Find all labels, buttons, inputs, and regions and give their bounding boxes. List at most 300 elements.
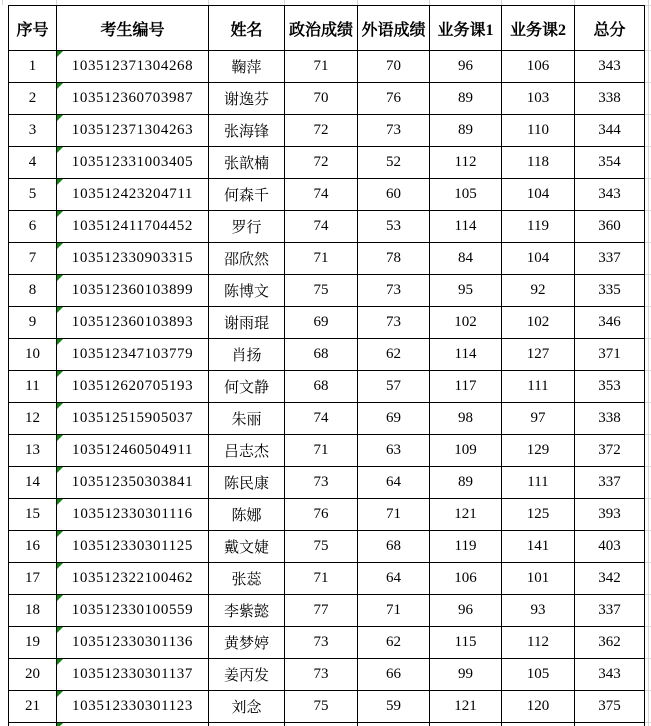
cell-name[interactable] <box>209 659 285 691</box>
cell-value: 10 <box>25 346 40 362</box>
cell-foreign-score[interactable] <box>358 691 430 723</box>
cell-candidate-id[interactable] <box>57 307 209 339</box>
cell-total-score[interactable] <box>575 179 645 211</box>
cell-value: 342 <box>598 570 621 586</box>
cell-value: 邵欣然 <box>223 252 269 268</box>
cell-foreign-score[interactable] <box>358 595 430 627</box>
cell-course1-score[interactable] <box>430 723 502 726</box>
cell-name[interactable] <box>209 275 285 307</box>
cell-course1-score[interactable] <box>430 243 502 275</box>
cell-value: 鞠萍 <box>231 60 262 76</box>
number-as-text-flag-icon <box>57 435 63 441</box>
cell-value: 12 <box>25 410 40 426</box>
cell-value: 71 <box>313 570 329 586</box>
cell-value: 101 <box>526 570 550 586</box>
cell-politics-score[interactable] <box>285 83 358 115</box>
cell-no[interactable] <box>9 275 57 307</box>
cell-value: 71 <box>386 602 401 618</box>
cell-value: 53 <box>386 218 401 234</box>
cell-value: 朱丽 <box>231 412 262 428</box>
cell-course2-score[interactable] <box>502 83 575 115</box>
cell-candidate-id[interactable] <box>57 275 209 307</box>
cell-name[interactable] <box>209 115 285 147</box>
cell-politics-score[interactable] <box>285 659 358 691</box>
cell-value: 5 <box>28 186 37 202</box>
cell-name[interactable] <box>209 339 285 371</box>
cell-value: 66 <box>386 666 401 682</box>
cell-course2-score[interactable] <box>502 659 575 691</box>
cell-course2-score[interactable] <box>502 115 575 147</box>
cell-course1-score[interactable] <box>430 371 502 403</box>
cell-politics-score[interactable] <box>285 115 358 147</box>
cell-politics-score[interactable] <box>285 595 358 627</box>
cell-value: 103512330301123 <box>72 698 193 714</box>
table-row <box>9 627 645 659</box>
cell-total-score[interactable] <box>575 467 645 499</box>
cell-value: 338 <box>598 410 621 426</box>
cell-no[interactable] <box>9 83 57 115</box>
cell-name[interactable] <box>209 723 285 726</box>
cell-value: 92 <box>530 282 546 298</box>
cell-foreign-score[interactable] <box>358 723 430 726</box>
table-row <box>9 339 645 371</box>
cell-foreign-score[interactable] <box>358 563 430 595</box>
cell-total-score[interactable] <box>575 435 645 467</box>
cell-candidate-id[interactable] <box>57 627 209 659</box>
cell-value: 119 <box>454 538 477 554</box>
cell-value: 103512350303841 <box>71 474 194 490</box>
table-row <box>9 563 645 595</box>
cell-no[interactable] <box>9 531 57 563</box>
cell-foreign-score[interactable] <box>358 659 430 691</box>
cell-politics-score[interactable] <box>285 499 358 531</box>
cell-name[interactable] <box>209 179 285 211</box>
cell-foreign-score[interactable] <box>358 115 430 147</box>
cell-course2-score[interactable] <box>502 563 575 595</box>
cell-total-score[interactable] <box>575 723 645 726</box>
cell-no[interactable] <box>9 563 57 595</box>
cell-no[interactable] <box>9 115 57 147</box>
cell-value: 103512371304268 <box>71 58 194 74</box>
cell-name[interactable] <box>209 627 285 659</box>
table-row <box>9 51 645 83</box>
cell-value: 70 <box>313 90 329 106</box>
cell-value: 103512411704452 <box>72 218 193 234</box>
header-foreign-score[interactable]: 外语成绩 <box>358 6 430 51</box>
cell-no[interactable] <box>9 211 57 243</box>
table-row <box>9 659 645 691</box>
cell-name[interactable] <box>209 51 285 83</box>
cell-candidate-id[interactable] <box>57 531 209 563</box>
header-candidate-id[interactable]: 考生编号 <box>57 6 209 51</box>
cell-total-score[interactable] <box>575 243 645 275</box>
cell-value: 陈博文 <box>223 284 269 300</box>
cell-course2-score[interactable] <box>502 595 575 627</box>
cell-value: 16 <box>25 538 40 554</box>
cell-value: 103512360103899 <box>71 282 194 298</box>
cell-politics-score[interactable] <box>285 403 358 435</box>
cell-value: 84 <box>458 250 473 266</box>
header-course2-score[interactable]: 业务课2 <box>502 6 575 51</box>
cell-total-score[interactable] <box>575 51 645 83</box>
cell-course1-score[interactable] <box>430 499 502 531</box>
table-row <box>9 307 645 339</box>
cell-foreign-score[interactable] <box>358 307 430 339</box>
cell-value: 75 <box>313 538 329 554</box>
cell-value: 72 <box>313 122 329 138</box>
cell-name[interactable] <box>209 211 285 243</box>
cell-value: 103512330301136 <box>72 634 193 650</box>
cell-value: 95 <box>458 282 473 298</box>
cell-value: 343 <box>598 666 621 682</box>
cell-value: 13 <box>25 442 40 458</box>
cell-foreign-score[interactable] <box>358 51 430 83</box>
cell-no[interactable] <box>9 499 57 531</box>
cell-candidate-id[interactable] <box>57 691 209 723</box>
cell-name[interactable] <box>209 435 285 467</box>
cell-foreign-score[interactable] <box>358 339 430 371</box>
cell-course1-score[interactable] <box>430 531 502 563</box>
cell-value: 戴文婕 <box>223 540 269 556</box>
cell-no[interactable] <box>9 371 57 403</box>
cell-candidate-id[interactable] <box>57 723 209 726</box>
cell-name[interactable] <box>209 563 285 595</box>
cell-candidate-id[interactable] <box>57 243 209 275</box>
cell-course1-score[interactable] <box>430 147 502 179</box>
cell-value: 刘念 <box>231 700 262 716</box>
cell-course2-score[interactable] <box>502 531 575 563</box>
cell-value: 354 <box>598 154 621 170</box>
cell-candidate-id[interactable] <box>57 179 209 211</box>
cell-total-score[interactable] <box>575 627 645 659</box>
cell-total-score[interactable] <box>575 275 645 307</box>
cell-name[interactable] <box>209 371 285 403</box>
cell-no[interactable] <box>9 659 57 691</box>
table-row <box>9 179 645 211</box>
cell-value: 77 <box>313 602 329 618</box>
gridline-row-stubs <box>644 50 651 726</box>
cell-total-score[interactable] <box>575 659 645 691</box>
cell-total-score[interactable] <box>575 531 645 563</box>
cell-foreign-score[interactable] <box>358 467 430 499</box>
cell-value: 张海锋 <box>223 124 269 140</box>
cell-course1-score[interactable] <box>430 211 502 243</box>
table-row <box>9 467 645 499</box>
cell-candidate-id[interactable] <box>57 339 209 371</box>
cell-candidate-id[interactable] <box>57 83 209 115</box>
cell-value: 353 <box>598 378 621 394</box>
cell-politics-score[interactable] <box>285 211 358 243</box>
cell-name[interactable] <box>209 83 285 115</box>
table-row <box>9 691 645 723</box>
cell-total-score[interactable] <box>575 499 645 531</box>
cell-no[interactable] <box>9 627 57 659</box>
gridline-stub <box>644 5 651 6</box>
cell-politics-score[interactable] <box>285 723 358 726</box>
cell-course1-score[interactable] <box>430 307 502 339</box>
score-table <box>8 5 645 726</box>
cell-politics-score[interactable] <box>285 147 358 179</box>
header-total-score[interactable]: 总分 <box>575 6 645 51</box>
cell-course2-score[interactable] <box>502 211 575 243</box>
cell-no[interactable] <box>9 467 57 499</box>
cell-value: 120 <box>526 698 550 714</box>
cell-value: 103512460504911 <box>72 442 193 458</box>
cell-total-score[interactable] <box>575 147 645 179</box>
cell-politics-score[interactable] <box>285 691 358 723</box>
cell-total-score[interactable] <box>575 307 645 339</box>
header-no[interactable]: 序号 <box>9 6 57 51</box>
cell-course2-score[interactable] <box>502 147 575 179</box>
cell-value: 375 <box>598 698 621 714</box>
cell-name[interactable] <box>209 499 285 531</box>
cell-candidate-id[interactable] <box>57 563 209 595</box>
cell-name[interactable] <box>209 531 285 563</box>
cell-total-score[interactable] <box>575 83 645 115</box>
cell-foreign-score[interactable] <box>358 211 430 243</box>
cell-total-score[interactable] <box>575 691 645 723</box>
cell-name[interactable] <box>209 243 285 275</box>
header-name[interactable]: 姓名 <box>209 6 285 51</box>
cell-course1-score[interactable] <box>430 403 502 435</box>
cell-no[interactable] <box>9 723 57 726</box>
cell-value: 2 <box>28 90 37 106</box>
cell-value: 103512331003405 <box>71 154 194 170</box>
cell-value: 103512330301125 <box>72 538 193 554</box>
cell-value: 1 <box>28 58 37 74</box>
cell-course2-score[interactable] <box>502 243 575 275</box>
cell-no[interactable] <box>9 339 57 371</box>
cell-course2-score[interactable] <box>502 467 575 499</box>
cell-total-score[interactable] <box>575 211 645 243</box>
cell-total-score[interactable] <box>575 563 645 595</box>
cell-value: 谢逸芬 <box>223 92 269 108</box>
cell-politics-score[interactable] <box>285 531 358 563</box>
number-as-text-flag-icon <box>57 115 63 121</box>
table-body <box>9 51 645 726</box>
cell-value: 112 <box>454 154 477 170</box>
cell-course2-score[interactable] <box>502 499 575 531</box>
cell-value: 何森千 <box>223 188 269 204</box>
cell-value: 338 <box>598 90 621 106</box>
cell-value: 89 <box>458 474 473 490</box>
cell-course1-score[interactable] <box>430 659 502 691</box>
cell-politics-score[interactable] <box>285 339 358 371</box>
cell-course2-score[interactable] <box>502 307 575 339</box>
cell-course1-score[interactable] <box>430 339 502 371</box>
cell-no[interactable] <box>9 691 57 723</box>
cell-value: 9 <box>28 314 37 330</box>
cell-politics-score[interactable] <box>285 51 358 83</box>
cell-value: 罗行 <box>231 220 262 236</box>
cell-value: 97 <box>530 410 546 426</box>
cell-course2-score[interactable] <box>502 723 575 726</box>
header-course1-score[interactable]: 业务课1 <box>430 6 502 51</box>
cell-course2-score[interactable] <box>502 51 575 83</box>
cell-value: 89 <box>458 122 473 138</box>
cell-value: 74 <box>313 186 329 202</box>
cell-course1-score[interactable] <box>430 627 502 659</box>
cell-total-score[interactable] <box>575 339 645 371</box>
cell-foreign-score[interactable] <box>358 83 430 115</box>
cell-foreign-score[interactable] <box>358 147 430 179</box>
cell-value: 343 <box>598 58 621 74</box>
cell-value: 106 <box>454 570 477 586</box>
cell-course1-score[interactable] <box>430 83 502 115</box>
cell-no[interactable] <box>9 51 57 83</box>
cell-foreign-score[interactable] <box>358 531 430 563</box>
number-as-text-flag-icon <box>57 691 63 697</box>
cell-course1-score[interactable] <box>430 691 502 723</box>
cell-course2-score[interactable] <box>502 371 575 403</box>
cell-value: 70 <box>386 58 401 74</box>
cell-no[interactable] <box>9 147 57 179</box>
cell-value: 57 <box>386 378 401 394</box>
cell-course2-score[interactable] <box>502 403 575 435</box>
number-as-text-flag-icon <box>57 531 63 537</box>
header-politics-score[interactable]: 政治成绩 <box>285 6 358 51</box>
cell-course2-score[interactable] <box>502 339 575 371</box>
cell-course2-score[interactable] <box>502 691 575 723</box>
gridline-stub <box>284 0 285 5</box>
cell-course1-score[interactable] <box>430 563 502 595</box>
cell-politics-score[interactable] <box>285 243 358 275</box>
cell-no[interactable] <box>9 307 57 339</box>
cell-politics-score[interactable] <box>285 307 358 339</box>
cell-value: 99 <box>458 666 473 682</box>
cell-value: 张歆楠 <box>223 156 269 172</box>
cell-no[interactable] <box>9 435 57 467</box>
cell-value: 360 <box>598 218 621 234</box>
cell-course1-score[interactable] <box>430 595 502 627</box>
cell-course2-score[interactable] <box>502 275 575 307</box>
cell-course1-score[interactable] <box>430 275 502 307</box>
cell-candidate-id[interactable] <box>57 211 209 243</box>
cell-total-score[interactable] <box>575 595 645 627</box>
cell-no[interactable] <box>9 403 57 435</box>
cell-foreign-score[interactable] <box>358 243 430 275</box>
cell-name[interactable] <box>209 467 285 499</box>
cell-politics-score[interactable] <box>285 371 358 403</box>
cell-value: 7 <box>28 250 37 266</box>
gridline-stub <box>429 0 430 5</box>
cell-name[interactable] <box>209 403 285 435</box>
cell-total-score[interactable] <box>575 403 645 435</box>
cell-politics-score[interactable] <box>285 275 358 307</box>
cell-value: 60 <box>386 186 401 202</box>
cell-value: 105 <box>454 186 477 202</box>
number-as-text-flag-icon <box>57 627 63 633</box>
cell-name[interactable] <box>209 595 285 627</box>
cell-foreign-score[interactable] <box>358 371 430 403</box>
cell-foreign-score[interactable] <box>358 403 430 435</box>
number-as-text-flag-icon <box>57 371 63 377</box>
gridline-stub <box>56 0 57 5</box>
cell-value: 73 <box>313 666 329 682</box>
cell-course2-score[interactable] <box>502 435 575 467</box>
cell-foreign-score[interactable] <box>358 275 430 307</box>
cell-value: 52 <box>386 154 401 170</box>
cell-value: 93 <box>530 602 546 618</box>
gridline-stub <box>208 0 209 5</box>
cell-value: 98 <box>458 410 473 426</box>
cell-course1-score[interactable] <box>430 435 502 467</box>
cell-candidate-id[interactable] <box>57 403 209 435</box>
cell-candidate-id[interactable] <box>57 115 209 147</box>
cell-name[interactable] <box>209 147 285 179</box>
cell-candidate-id[interactable] <box>57 371 209 403</box>
cell-candidate-id[interactable] <box>57 499 209 531</box>
cell-value: 110 <box>527 122 549 138</box>
cell-candidate-id[interactable] <box>57 467 209 499</box>
number-as-text-flag-icon <box>57 243 63 249</box>
table-row <box>9 435 645 467</box>
cell-value: 343 <box>598 186 621 202</box>
cell-value: 6 <box>28 218 37 234</box>
cell-candidate-id[interactable] <box>57 51 209 83</box>
cell-politics-score[interactable] <box>285 179 358 211</box>
cell-value: 114 <box>454 218 477 234</box>
cell-course1-score[interactable] <box>430 51 502 83</box>
cell-name[interactable] <box>209 691 285 723</box>
cell-value: 96 <box>458 602 473 618</box>
cell-value: 106 <box>526 58 550 74</box>
cell-value: 谢雨琨 <box>223 316 269 332</box>
cell-foreign-score[interactable] <box>358 435 430 467</box>
cell-value: 337 <box>598 474 621 490</box>
cell-total-score[interactable] <box>575 371 645 403</box>
cell-politics-score[interactable] <box>285 627 358 659</box>
cell-course2-score[interactable] <box>502 627 575 659</box>
cell-name[interactable] <box>209 307 285 339</box>
number-as-text-flag-icon <box>57 275 63 281</box>
cell-no[interactable] <box>9 243 57 275</box>
cell-foreign-score[interactable] <box>358 179 430 211</box>
cell-value: 73 <box>386 314 401 330</box>
cell-politics-score[interactable] <box>285 467 358 499</box>
cell-value: 吕志杰 <box>223 444 269 460</box>
number-as-text-flag-icon <box>57 339 63 345</box>
cell-candidate-id[interactable] <box>57 147 209 179</box>
cell-course2-score[interactable] <box>502 179 575 211</box>
cell-total-score[interactable] <box>575 115 645 147</box>
cell-candidate-id[interactable] <box>57 595 209 627</box>
gridline-stub <box>574 0 575 5</box>
cell-politics-score[interactable] <box>285 563 358 595</box>
cell-value: 103512620705193 <box>71 378 194 394</box>
cell-no[interactable] <box>9 595 57 627</box>
cell-candidate-id[interactable] <box>57 435 209 467</box>
cell-candidate-id[interactable] <box>57 659 209 691</box>
cell-value: 362 <box>598 634 621 650</box>
number-as-text-flag-icon <box>57 211 63 217</box>
number-as-text-flag-icon <box>57 659 63 665</box>
cell-course1-score[interactable] <box>430 179 502 211</box>
cell-foreign-score[interactable] <box>358 627 430 659</box>
cell-value: 74 <box>313 218 329 234</box>
cell-course1-score[interactable] <box>430 115 502 147</box>
cell-value: 103512347103779 <box>71 346 194 362</box>
cell-value: 74 <box>313 410 329 426</box>
cell-politics-score[interactable] <box>285 435 358 467</box>
gridline-stub <box>2 0 3 5</box>
cell-foreign-score[interactable] <box>358 499 430 531</box>
cell-no[interactable] <box>9 179 57 211</box>
number-as-text-flag-icon <box>57 403 63 409</box>
cell-value: 3 <box>28 122 37 138</box>
cell-course1-score[interactable] <box>430 467 502 499</box>
cell-value: 103512330903315 <box>71 250 194 266</box>
